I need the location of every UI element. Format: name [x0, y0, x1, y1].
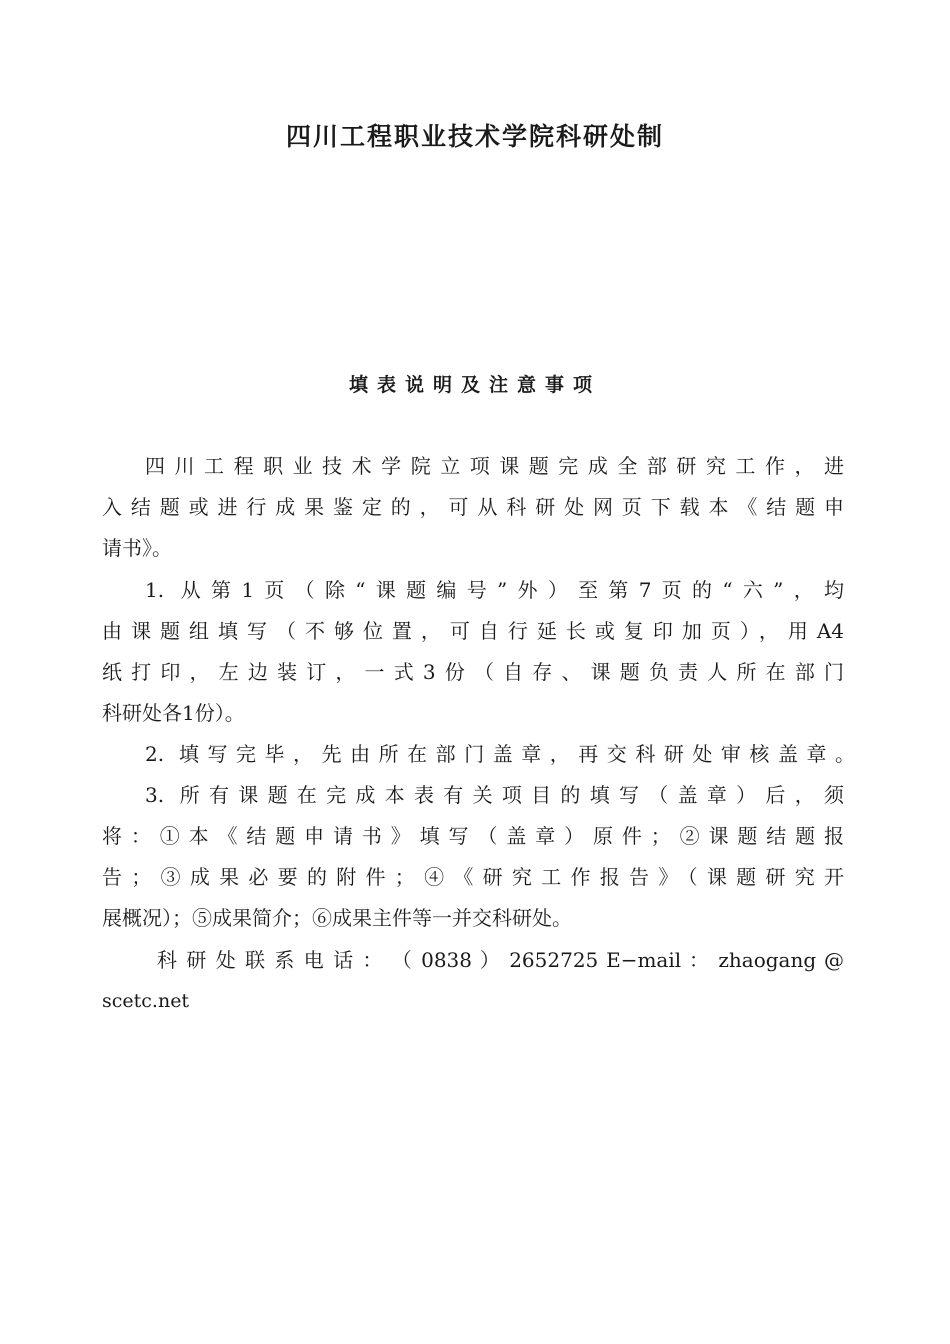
paragraph-line: 将：①本《结题申请书》填写（盖章）原件；②课题结题报	[102, 824, 844, 848]
paragraph-line: 由课题组填写（不够位置，可自行延长或复印加页），用A4	[102, 619, 844, 643]
paragraph-line: 科研处各1份）。	[102, 701, 245, 725]
paragraph-line: 展概况）；⑤成果简介；⑥成果主件等一并交科研处。	[102, 906, 572, 930]
paragraph-line: 纸打印，左边装订，一式3份（自存、课题负责人所在部门	[102, 660, 844, 684]
paragraph-line: 2. 填写完毕，先由所在部门盖章，再交科研处审核盖章。	[145, 742, 855, 766]
paragraph-line: 1. 从第1页（除“课题编号”外）至第7页的“六”，均	[145, 578, 844, 602]
document-title: 四川工程职业技术学院科研处制	[285, 122, 664, 151]
paragraph-line: 请书》。	[102, 536, 172, 560]
paragraph-line: 3. 所有课题在完成本表有关项目的填写（盖章）后，须	[145, 783, 844, 807]
section-heading: 填表说明及注意事项	[348, 374, 601, 396]
paragraph-line: 告；③成果必要的附件；④《研究工作报告》（课题研究开	[102, 865, 844, 889]
paragraph-line: 入结题或进行成果鉴定的，可从科研处网页下载本《结题申	[102, 495, 844, 519]
paragraph-line: 四川工程职业技术学院立项课题完成全部研究工作，进	[145, 454, 844, 478]
contact-email-domain: scetc.net	[102, 990, 190, 1012]
contact-line: 科 研 处 联 系 电 话 ： （ 0838 ） 2652725 E−mail ： zhaogang @	[157, 948, 844, 972]
